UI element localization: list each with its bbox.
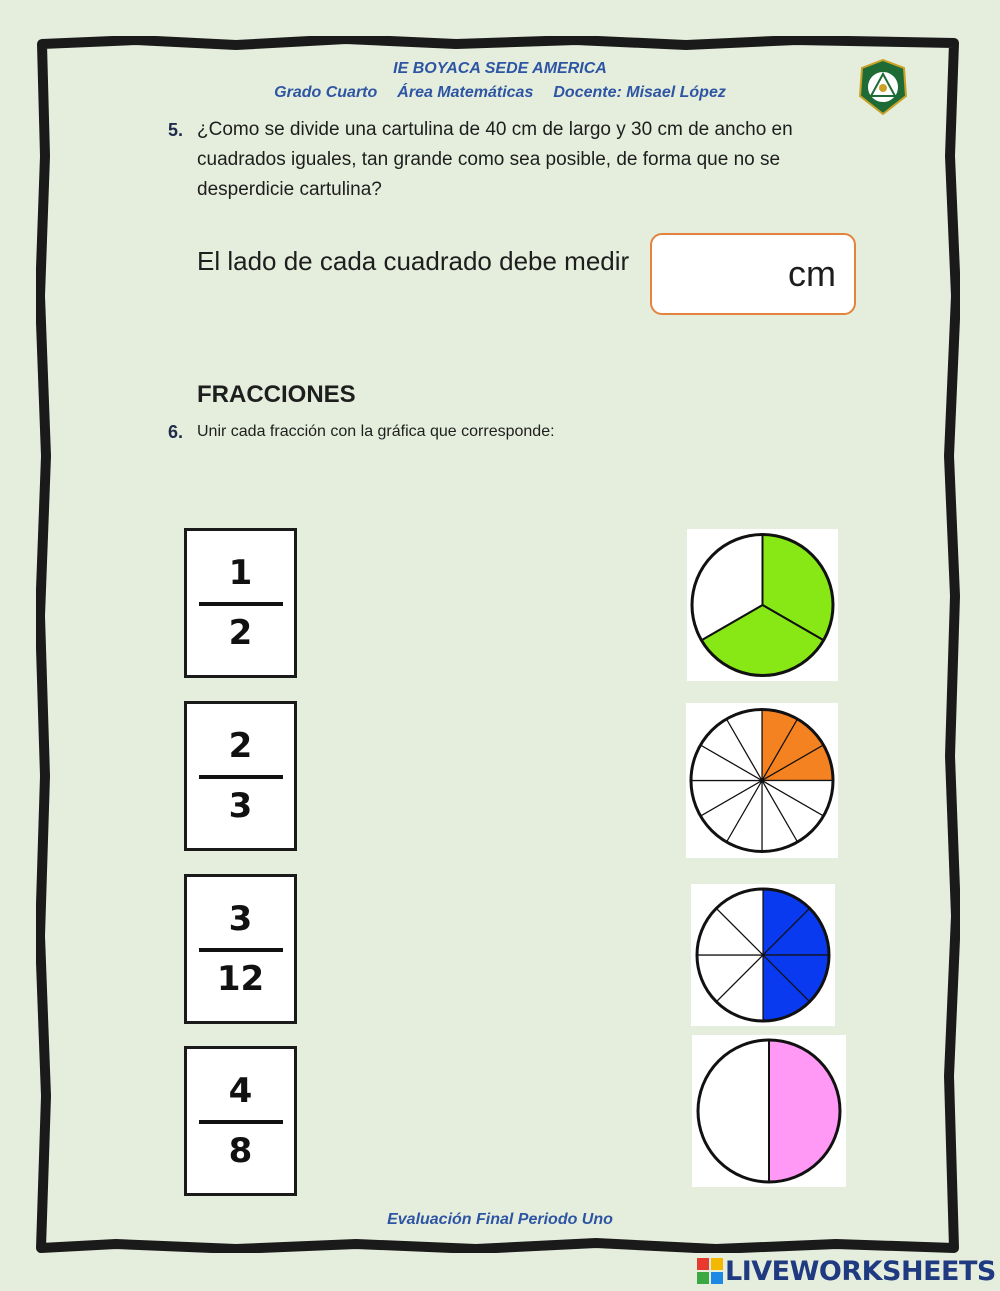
fraction-numerator: 1: [228, 553, 253, 593]
fraction-card[interactable]: [184, 701, 297, 851]
fraction-denominator: 3: [228, 786, 253, 826]
fraction-bar: [199, 1120, 283, 1124]
answer-box[interactable]: [650, 233, 856, 315]
answer-unit: cm: [788, 253, 836, 294]
fraction-bar: [199, 602, 283, 606]
liveworksheets-badge: [697, 1258, 723, 1284]
fraction-card[interactable]: [184, 874, 297, 1024]
section-title: FRACCIONES: [197, 381, 356, 408]
liveworksheets-watermark: [697, 1256, 996, 1286]
answer-label: El lado de cada cuadrado debe medir: [197, 246, 630, 276]
fraction-numerator: 2: [228, 726, 253, 766]
teacher-label: Docente: Misael López: [553, 84, 726, 101]
school-logo: [856, 58, 910, 116]
fraction-numerator: 4: [228, 1071, 253, 1111]
question-6-number: 6.: [168, 422, 184, 442]
area-label: Área Matemáticas: [397, 84, 534, 101]
fraction-bar: [199, 775, 283, 779]
fraction-denominator: 2: [228, 613, 253, 653]
pie-chart[interactable]: [692, 1035, 846, 1187]
footer-text: Evaluación Final Periodo Uno: [387, 1211, 613, 1228]
answer-input[interactable]: [662, 253, 786, 299]
fraction-numerator: 3: [228, 899, 253, 939]
grade-label: Grado Cuarto: [274, 84, 378, 101]
pie-slice: [698, 1040, 769, 1182]
header-info: [0, 84, 1000, 102]
fraction-card[interactable]: [184, 1046, 297, 1196]
fraction-card[interactable]: [184, 528, 297, 678]
question-5-line: ¿Como se divide una cartulina de 40 cm de largo y 30 cm de ancho en: [197, 119, 793, 140]
question-5-line: desperdicie cartulina?: [197, 179, 382, 200]
pie-chart[interactable]: [691, 884, 835, 1026]
question-5-text: [197, 115, 793, 205]
liveworksheets-text: LIVEWORKSHEETS: [725, 1255, 996, 1287]
question-5-line: cuadrados iguales, tan grande como sea posible, de forma que no se: [197, 149, 781, 170]
question-5-number: 5.: [168, 120, 184, 140]
question-6-text: Unir cada fracción con la gráfica que corresponde:: [197, 423, 555, 440]
school-name: IE BOYACA SEDE AMERICA: [393, 60, 607, 77]
fraction-denominator: 12: [216, 959, 265, 999]
fraction-denominator: 8: [228, 1131, 253, 1171]
pie-slice: [769, 1040, 840, 1182]
fraction-bar: [199, 948, 283, 952]
pie-chart[interactable]: [687, 529, 838, 681]
pie-chart[interactable]: [686, 703, 838, 858]
